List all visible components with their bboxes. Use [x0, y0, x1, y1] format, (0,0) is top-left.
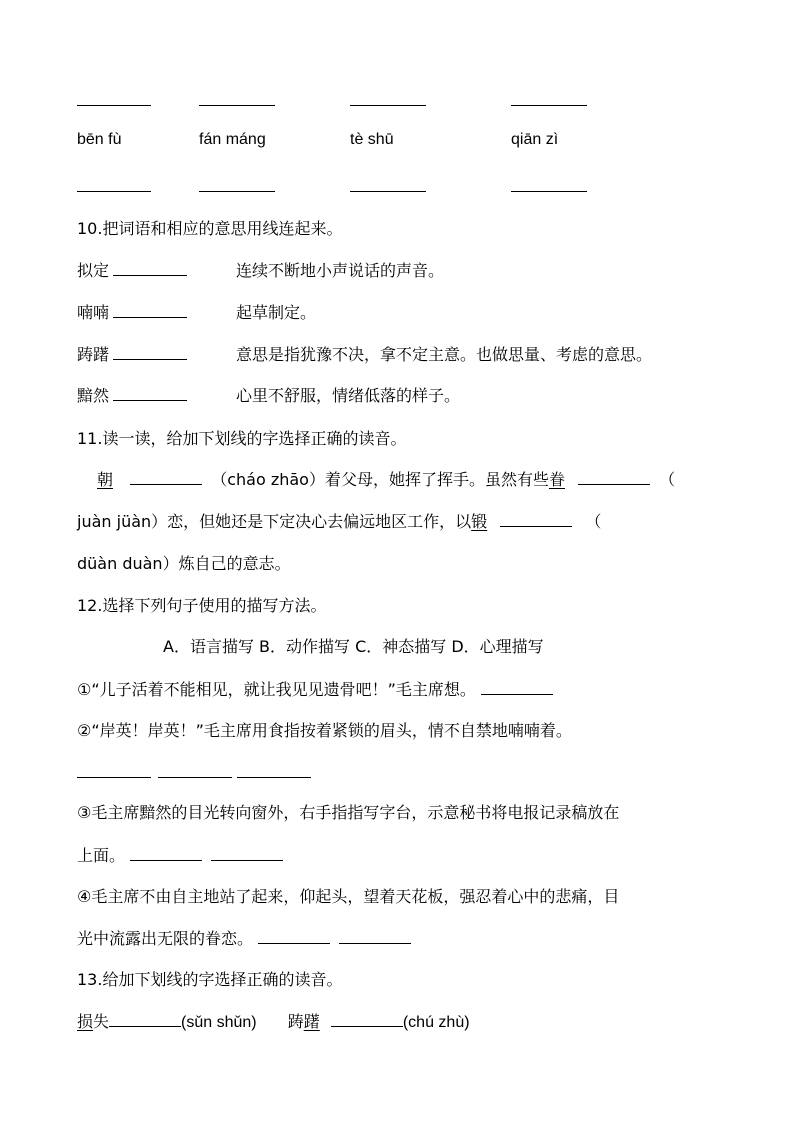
underlined-char: 眷	[548, 470, 565, 489]
q12-sentence-2: ②“岸英！岸英！”毛主席用食指按着紧锁的眉头，情不自禁地喃喃着。	[77, 721, 572, 740]
answer-blank[interactable]	[158, 776, 232, 778]
answer-blank[interactable]	[339, 942, 411, 944]
answer-blank[interactable]	[500, 525, 572, 527]
q10-meaning: 起草制定。	[236, 303, 317, 322]
answer-blank[interactable]	[113, 316, 187, 318]
underlined-char: 朝	[97, 470, 114, 489]
q10-word: 踌躇	[77, 345, 110, 364]
q11-line-2	[77, 509, 601, 532]
q10-word: 喃喃	[77, 303, 110, 322]
answer-blank[interactable]	[130, 483, 202, 485]
q11-text: juàn jüàn）恋，但她还是下定决心去偏远地区工作，以	[77, 512, 472, 531]
q10-meaning: 连续不断地小声说话的声音。	[236, 261, 445, 280]
underlined-char: 损	[77, 1012, 94, 1031]
q10-meaning: 心里不舒服，情绪低落的样子。	[236, 386, 461, 405]
answer-blank[interactable]	[258, 942, 330, 944]
pinyin-item: bēn fù	[77, 131, 122, 148]
q10-word: 黯然	[77, 386, 110, 405]
answer-blank[interactable]	[350, 104, 426, 106]
q11-line-1	[97, 467, 675, 490]
answer-blank[interactable]	[113, 399, 187, 401]
q10-meaning: 意思是指犹豫不决，拿不定主意。也做思量、考虑的意思。	[236, 345, 653, 364]
question-13-title: 13.给加下划线的字选择正确的读音。	[77, 970, 343, 989]
question-11-title: 11.读一读，给加下划线的字选择正确的读音。	[77, 429, 407, 448]
answer-blank[interactable]	[237, 776, 311, 778]
answer-blank[interactable]	[77, 776, 151, 778]
answer-blank[interactable]	[481, 693, 553, 695]
pinyin-item: qiān zì	[511, 131, 559, 148]
answer-blank[interactable]	[130, 859, 202, 861]
answer-blank[interactable]	[211, 859, 283, 861]
answer-blank[interactable]	[77, 190, 151, 192]
q13-items: 损失 (sǔn shǔn) 踌躇 (chú zhù)	[77, 1012, 470, 1031]
q11-text: （	[659, 470, 676, 489]
answer-blank[interactable]	[199, 190, 275, 192]
pinyin-item: fán máng	[199, 131, 266, 148]
q12-sentence-3b: 上面。	[77, 843, 283, 866]
q10-word: 拟定	[77, 261, 110, 280]
q11-text: （	[585, 512, 602, 531]
q12-options: A．语言描写 B．动作描写 C．神态描写 D．心理描写	[163, 637, 544, 656]
answer-blank[interactable]	[578, 483, 650, 485]
answer-blank[interactable]	[511, 104, 587, 106]
question-10-title: 10.把词语和相应的意思用线连起来。	[77, 219, 343, 238]
answer-blank[interactable]	[511, 190, 587, 192]
question-12-title: 12.选择下列句子使用的描写方法。	[77, 596, 327, 615]
q11-line-3: düàn duàn）炼自己的意志。	[77, 554, 291, 573]
answer-blank[interactable]	[113, 358, 187, 360]
answer-blank[interactable]	[113, 274, 187, 276]
q11-text: （cháo zhāo）着父母，她挥了挥手。虽然有些	[211, 470, 549, 489]
q12-sentence-1: ①“儿子活着不能相见，就让我见见遗骨吧！”毛主席想。	[77, 677, 553, 700]
underlined-char: 躇	[303, 1012, 320, 1031]
answer-blank[interactable]	[109, 1025, 181, 1027]
answer-blank[interactable]	[77, 104, 151, 106]
underlined-char: 锻	[471, 512, 488, 531]
pinyin-item: tè shū	[350, 131, 394, 148]
answer-blank[interactable]	[331, 1025, 403, 1027]
answer-blank[interactable]	[350, 190, 426, 192]
answer-blank[interactable]	[199, 104, 275, 106]
q12-sentence-4a: ④毛主席不由自主地站了起来，仰起头，望着天花板，强忍着心中的悲痛，目	[77, 887, 620, 906]
q12-sentence-3a: ③毛主席黯然的目光转向窗外，右手指指写字台，示意秘书将电报记录稿放在	[77, 803, 620, 822]
q12-sentence-4b: 光中流露出无限的眷恋。	[77, 926, 411, 949]
